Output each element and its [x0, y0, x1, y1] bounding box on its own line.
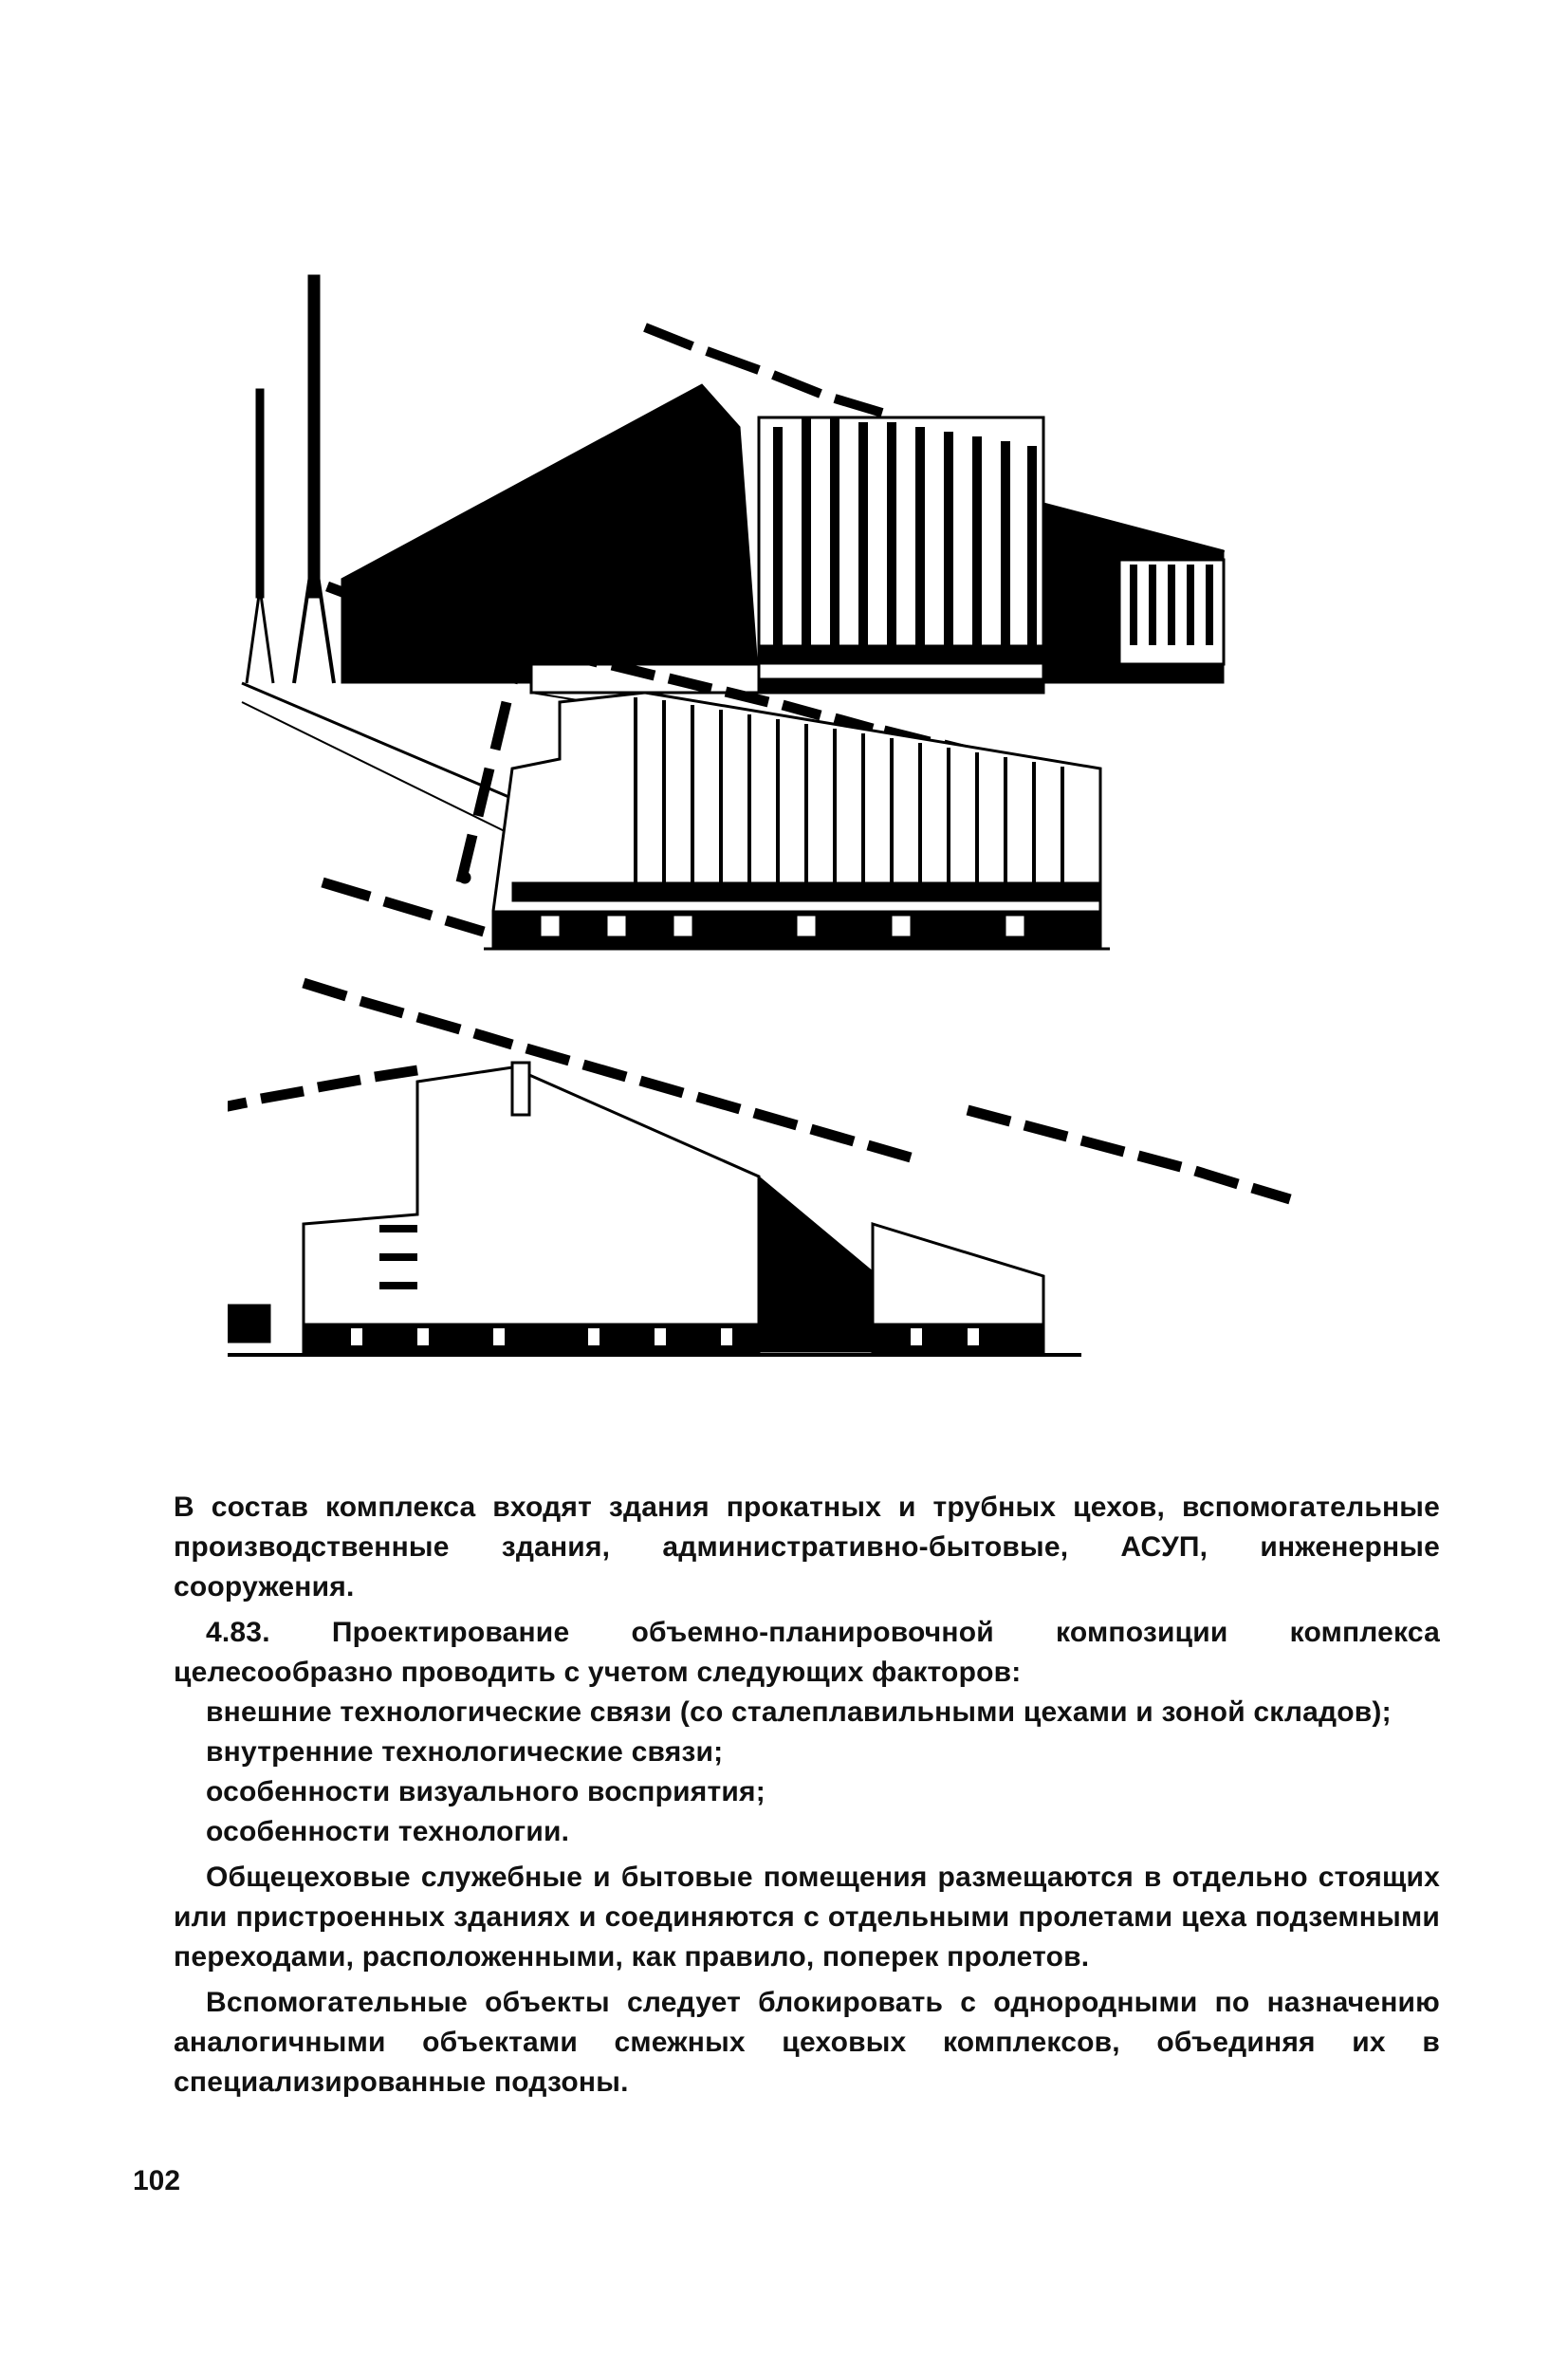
list-item-3: особенности визуального восприятия; [206, 1776, 766, 1807]
architectural-illustrations [228, 152, 1309, 1414]
paragraph-2 [174, 1613, 1440, 1693]
paragraph-2-text: Проектирование объемно-планировочной композиции комплекса целесообразно проводить с учетом следующих факторов: [174, 1617, 1440, 1688]
section-number: 4.83. [206, 1617, 270, 1648]
list-item-1: внешние технологические связи (со сталеплавильными цехами и зоной складов); [206, 1696, 1392, 1728]
page-number: 102 [133, 2165, 181, 2196]
paragraph-1: В состав комплекса входят здания прокатных и трубных цехов, вспомогательные производственные здания, административно-бытовые, АСУП, инженерные сооружения. [174, 1491, 1440, 1603]
paragraph-4: Вспомогательные объекты следует блокировать с однородными по назначению аналогичными объектами смежных цеховых комплексов, объединяя их в специализированные подзоны. [174, 1987, 1440, 2098]
section-building-bottom [228, 983, 1290, 1355]
building-sketches [228, 152, 1309, 1414]
paragraph-3: Общецеховые служебные и бытовые помещения размещаются в отдельно стоящих или пристроенных зданиях и соединяются с отдельными пролетами цеха подземными переходами, расположенными, как правило, поперек пролетов. [174, 1862, 1440, 1973]
list-item-2: внутренние технологические связи; [206, 1736, 724, 1768]
body-text [174, 1488, 1440, 2103]
list-item-4: особенности технологии. [206, 1816, 570, 1847]
